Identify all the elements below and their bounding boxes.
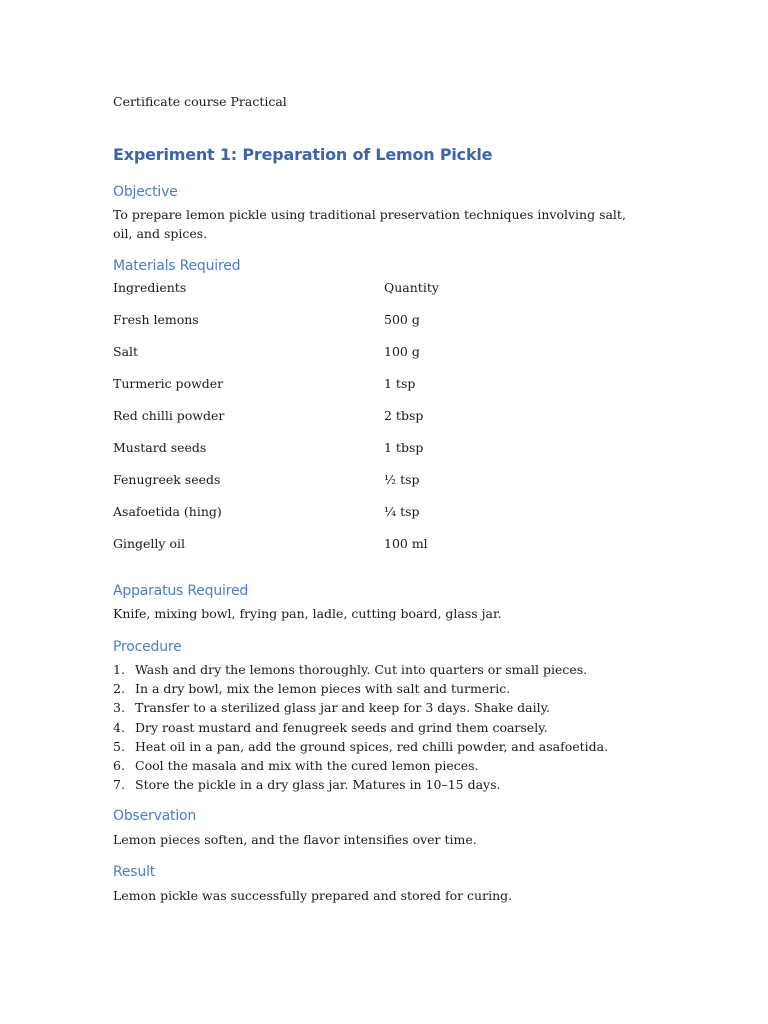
step-text: Heat oil in a pan, add the ground spices, red chilli powder, and asafoetida. <box>135 738 609 754</box>
quantity-cell: 500 g <box>384 312 420 327</box>
quantity-cell: 1 tbsp <box>384 440 424 455</box>
step-number: 4. <box>113 719 125 735</box>
table-row <box>113 504 653 536</box>
table-header-row <box>113 280 653 312</box>
step-number: 1. <box>113 662 125 677</box>
procedure-heading: Procedure <box>113 639 182 655</box>
quantity-cell: 100 ml <box>384 536 428 551</box>
quantity-cell: 100 g <box>384 344 420 359</box>
step-number: 5. <box>113 738 125 754</box>
materials-heading: Materials Required <box>113 258 241 274</box>
ingredient-cell: Red chilli powder <box>113 408 225 423</box>
table-row <box>113 344 653 376</box>
quantity-cell: ½ tsp <box>384 472 420 487</box>
objective-heading: Objective <box>113 184 178 200</box>
ingredient-cell: Gingelly oil <box>113 536 185 551</box>
table-row <box>113 408 653 440</box>
column-header-ingredients: Ingredients <box>113 280 187 295</box>
table-row <box>113 312 653 344</box>
result-text: Lemon pickle was successfully prepared and stored for curing. <box>113 888 513 903</box>
step-number: 6. <box>113 757 125 773</box>
step-number: 7. <box>113 777 125 793</box>
step-text: Cool the masala and mix with the cured lemon pieces. <box>135 757 479 773</box>
table-row <box>113 472 653 504</box>
result-heading: Result <box>113 864 156 880</box>
materials-table <box>113 280 653 568</box>
step-text: Store the pickle in a dry glass jar. Matures in 10–15 days. <box>135 777 501 793</box>
step-number: 3. <box>113 700 125 716</box>
ingredient-cell: Mustard seeds <box>113 440 207 455</box>
table-row <box>113 440 653 472</box>
apparatus-heading: Apparatus Required <box>113 583 249 599</box>
step-text: In a dry bowl, mix the lemon pieces with salt and turmeric. <box>135 681 511 697</box>
apparatus-text: Knife, mixing bowl, frying pan, ladle, cutting board, glass jar. <box>113 606 502 621</box>
step-text: Wash and dry the lemons thoroughly. Cut into quarters or small pieces. <box>135 662 588 677</box>
document-header: Certificate course Practical <box>113 94 287 109</box>
ingredient-cell: Fenugreek seeds <box>113 472 221 487</box>
quantity-cell: 1 tsp <box>384 376 416 391</box>
ingredient-cell: Salt <box>113 344 139 359</box>
step-number: 2. <box>113 681 125 697</box>
quantity-cell: 2 tbsp <box>384 408 424 423</box>
ingredient-cell: Asafoetida (hing) <box>113 504 222 519</box>
observation-heading: Observation <box>113 808 197 824</box>
ingredient-cell: Fresh lemons <box>113 312 199 327</box>
objective-text: To prepare lemon pickle using traditional preservation techniques involving salt, oil, and spices. <box>113 207 626 241</box>
experiment-title: Experiment 1: Preparation of Lemon Pickle <box>113 145 493 164</box>
table-row <box>113 536 653 568</box>
quantity-cell: ¼ tsp <box>384 504 420 519</box>
ingredient-cell: Turmeric powder <box>113 376 224 391</box>
table-row <box>113 376 653 408</box>
observation-text: Lemon pieces soften, and the flavor intensifies over time. <box>113 832 477 847</box>
step-text: Dry roast mustard and fenugreek seeds and grind them coarsely. <box>135 719 548 735</box>
step-text: Transfer to a sterilized glass jar and keep for 3 days. Shake daily. <box>135 700 551 716</box>
column-header-quantity: Quantity <box>384 280 439 295</box>
